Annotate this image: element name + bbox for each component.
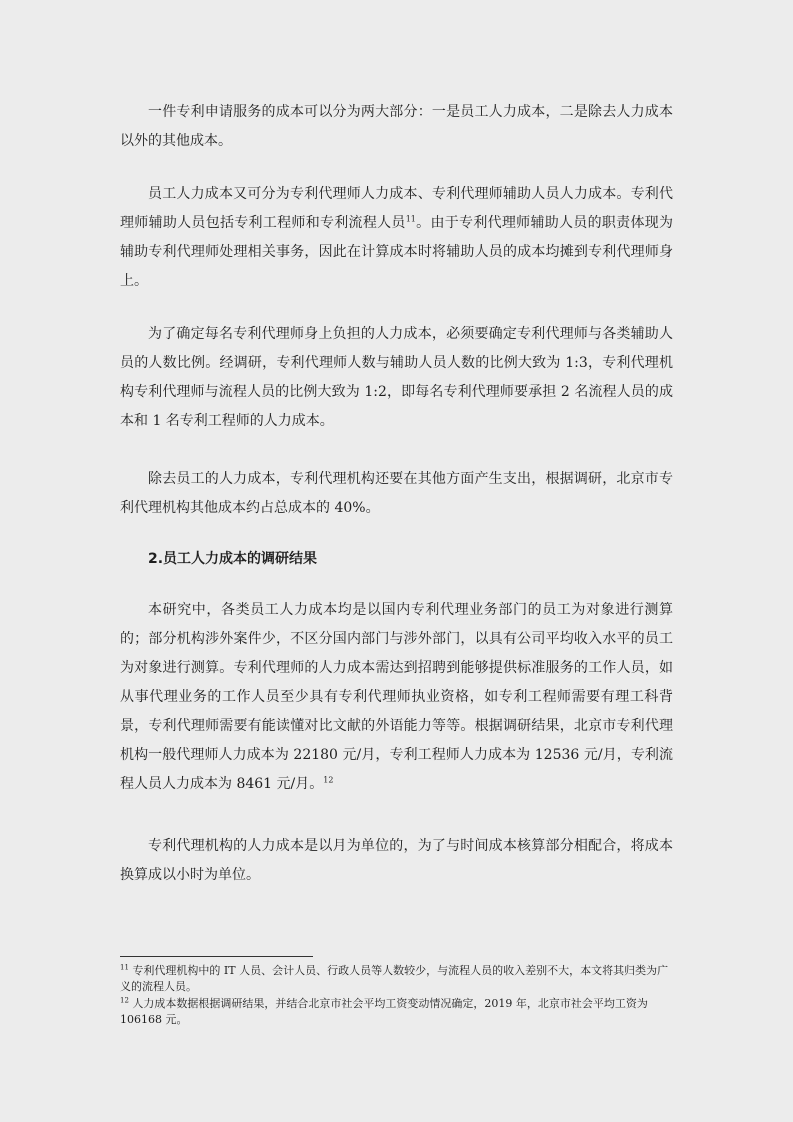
paragraph-text: 专利代理机构的人力成本是以月为单位的，为了与时间成本核算部分相配合，将成本换算成以小时为单位。 bbox=[120, 838, 673, 883]
paragraph-other-costs bbox=[120, 465, 673, 523]
paragraph-text: 。由于专利代理师辅助人员的职责体现为辅助专利代理师处理相关事务，因此在计算成本时将辅助人员的成本均摊到专利代理师身上。 bbox=[120, 215, 674, 289]
footnote-text: 专利代理机构中的 IT 人员、会计人员、行政人员等人数较少，与流程人员的收入差别不大，本文将其归类为广义的流程人员。 bbox=[120, 964, 669, 993]
paragraph-survey-results bbox=[120, 596, 673, 799]
paragraph-cost-composition bbox=[120, 98, 673, 156]
paragraph-hourly-conversion bbox=[120, 832, 673, 890]
paragraph-text: 一件专利申请服务的成本可以分为两大部分：一是员工人力成本，二是除去人力成本以外的其他成本。 bbox=[120, 104, 673, 149]
paragraph-text: 为了确定每名专利代理师身上负担的人力成本，必须要确定专利代理师与各类辅助人员的人数比例。经调研，专利代理师人数与辅助人员人数的比例大致为 1:3，专利代理机构专利代理师与流程人员的比例大致为 1:2，即每名专利代理师要承担 2 名流程人员的成本和 1 名专利工程师的人力成本。 bbox=[120, 326, 673, 429]
paragraph-text: 除去员工的人力成本，专利代理机构还要在其他方面产生支出，根据调研，北京市专利代理机构其他成本约占总成本的 40%。 bbox=[120, 471, 673, 516]
section-heading: 2.员工人力成本的调研结果 bbox=[148, 551, 318, 567]
footnote-divider bbox=[120, 956, 313, 957]
footnote-ref-11: 11 bbox=[405, 214, 416, 224]
paragraph-staff-ratio bbox=[120, 320, 673, 436]
footnote-11 bbox=[120, 963, 675, 995]
paragraph-text: 员工人力成本又可分为专利代理师人力成本、专利代理师辅助人员人力成本。专利代理师辅助人员包括专利工程师和专利流程人员 bbox=[120, 186, 673, 231]
paragraph-text: 本研究中，各类员工人力成本均是以国内专利代理业务部门的员工为对象进行测算的；部分机构涉外案件少，不区分国内部门与涉外部门，以具有公司平均收入水平的员工为对象进行测算。专利代理师的人力成本需达到招聘到能够提供标准服务的工作人员，如从事代理业务的工作人员至少具有专利代理师执业资格，如专利工程师需要有理工科背景，专利代理师需要有能读懂对比文献的外语能力等等。根据调研结果，北京市专利代理机构一般代理师人力成本为 22180 元/月，专利工程师人力成本为 12536 元/月，专利流程人员人力成本为 8461 元/月。 bbox=[120, 602, 673, 792]
footnote-12 bbox=[120, 996, 675, 1028]
footnote-mark: 12 bbox=[120, 996, 129, 1005]
footnote-text: 人力成本数据根据调研结果，并结合北京市社会平均工资变动情况确定，2019 年，北京市社会平均工资为 106168 元。 bbox=[120, 997, 648, 1026]
footnote-ref-12: 12 bbox=[323, 775, 334, 785]
paragraph-staff-cost bbox=[120, 180, 673, 296]
footnote-mark: 11 bbox=[120, 963, 129, 972]
